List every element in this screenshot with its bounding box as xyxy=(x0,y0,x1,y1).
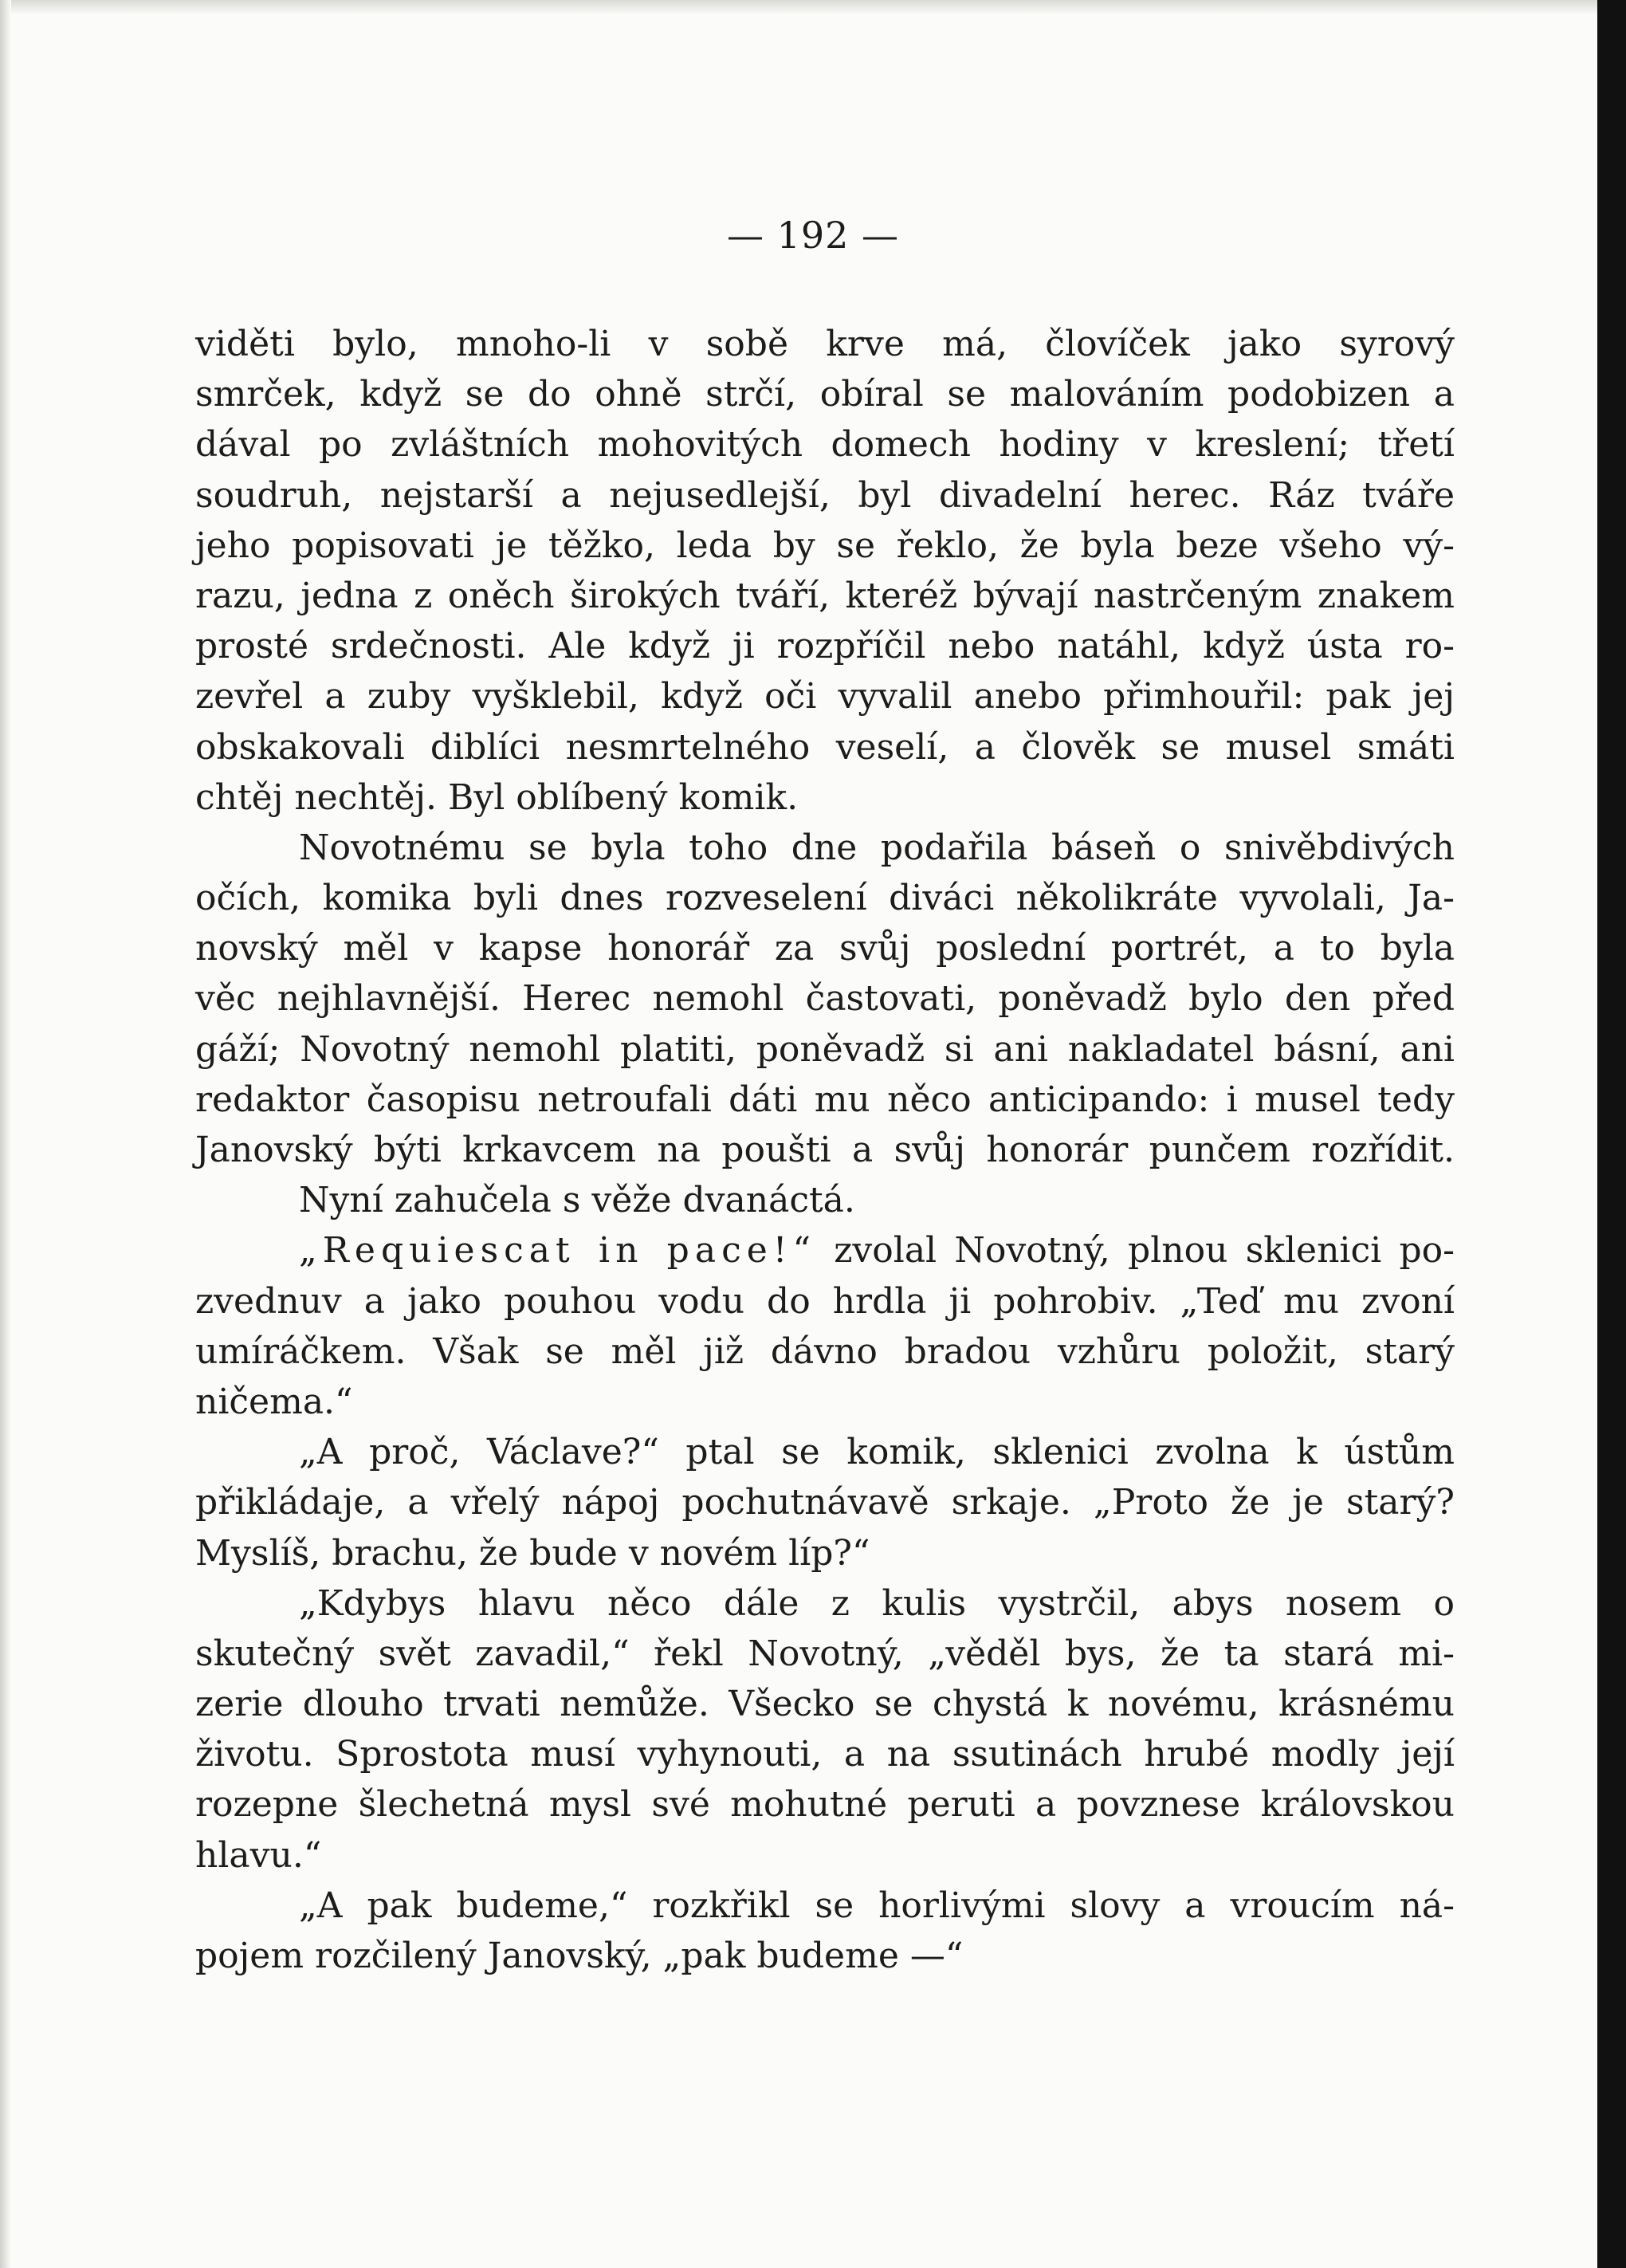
text-line: Nyní zahučela s věže dvanáctá. xyxy=(299,1180,855,1221)
text-line: chtěj nechtěj. Byl oblíbený komik. xyxy=(195,776,799,818)
scan-border xyxy=(1597,0,1626,2268)
text-line: životu. Sprostota musí vyhynouti, a na ssutinách hrubé modly její xyxy=(195,1734,1455,1775)
text-line: „A pak budeme,“ rozkřikl se horlivými slovy a vroucím ná- xyxy=(299,1885,1455,1926)
text-line: „A proč, Václave?“ ptal se komik, sklenici zvolna k ústům xyxy=(299,1432,1455,1473)
text-line xyxy=(195,1225,1455,1276)
page-left-edge xyxy=(0,0,11,2268)
text-line: skutečný svět zavadil,“ řekl Novotný, „věděl bys, že ta stará mi- xyxy=(195,1633,1455,1674)
text-line: Janovský býti krkavcem na poušti a svůj honorár punčem rozřídit. xyxy=(195,1130,1455,1170)
text-line: zvednuv a jako pouhou vodu do hrdla ji pohrobiv. „Teď mu zvoní xyxy=(195,1280,1455,1322)
text-line: „Kdybys hlavu něco dále z kulis vystrčil, abys nosem o xyxy=(299,1582,1455,1624)
text-line: obskakovali diblíci nesmrtelného veselí, a člověk se musel smáti xyxy=(195,726,1455,768)
body-text xyxy=(195,319,1455,1981)
text-line: pojem rozčilený Janovský, „pak budeme —“ xyxy=(195,1936,964,1976)
text-line: dával po zvláštních mohovitých domech hodiny v kreslení; třetí xyxy=(195,424,1455,466)
text-line: Novotnému se byla toho dne podařila báseň o snivěbdivých xyxy=(299,827,1455,868)
text-line: prosté srdečnosti. Ale když ji rozpříčil nebo natáhl, když ústa ro- xyxy=(195,626,1455,667)
text-line: očích, komika byli dnes rozveselení diváci několikráte vyvolali, Ja- xyxy=(195,878,1455,919)
text-line: věc nejhlavnější. Herec nemohl častovati, poněvadž bylo den před xyxy=(195,978,1455,1020)
page-number: — 192 — xyxy=(726,214,900,257)
text-line: zerie dlouho trvati nemůže. Všecko se chystá k novému, krásnému xyxy=(195,1684,1455,1725)
text-line: rozepne šlechetná mysl své mohutné peruti a povznese královskou xyxy=(195,1784,1455,1826)
text-line: viděti bylo, mnoho-li v sobě krve má, človíček jako syrový xyxy=(195,324,1455,364)
text-line: redaktor časopisu netroufali dáti mu něco anticipando: i musel tedy xyxy=(195,1079,1455,1120)
text-line: přikládaje, a vřelý nápoj pochutnávavě srkaje. „Proto že je starý? xyxy=(195,1482,1455,1523)
text-line: novský měl v kapse honorář za svůj poslední portrét, a to byla xyxy=(195,928,1455,969)
text-line: ničema.“ xyxy=(195,1381,353,1422)
page-top-edge xyxy=(0,0,1626,14)
text-line: zevřel a zuby vyšklebil, když oči vyvalil anebo přimhouřil: pak jej xyxy=(195,676,1455,717)
text-line: hlavu.“ xyxy=(195,1834,322,1876)
text-line: Myslíš, brachu, že bude v novém líp?“ xyxy=(195,1532,870,1574)
text-line-rest: zvolal Novotný, plnou sklenici po- xyxy=(815,1230,1455,1272)
text-line: smrček, když se do ohně strčí, obíral se malováním podobizen a xyxy=(195,374,1455,415)
text-line: soudruh, nejstarší a nejusedlejší, byl divadelní herec. Ráz tváře xyxy=(195,474,1455,516)
latin-phrase: „Requiescat in pace!“ xyxy=(299,1230,816,1272)
text-line: umíráčkem. Však se měl již dávno bradou vzhůru položit, starý xyxy=(195,1331,1455,1372)
text-line: gáží; Novotný nemohl platiti, poněvadž si ani nakladatel básní, ani xyxy=(195,1028,1455,1070)
text-line: jeho popisovati je těžko, leda by se řeklo, že byla beze všeho vý- xyxy=(195,525,1455,566)
text-line: razu, jedna z oněch širokých tváří, kteréž bývají nastrčeným znakem xyxy=(195,575,1455,616)
